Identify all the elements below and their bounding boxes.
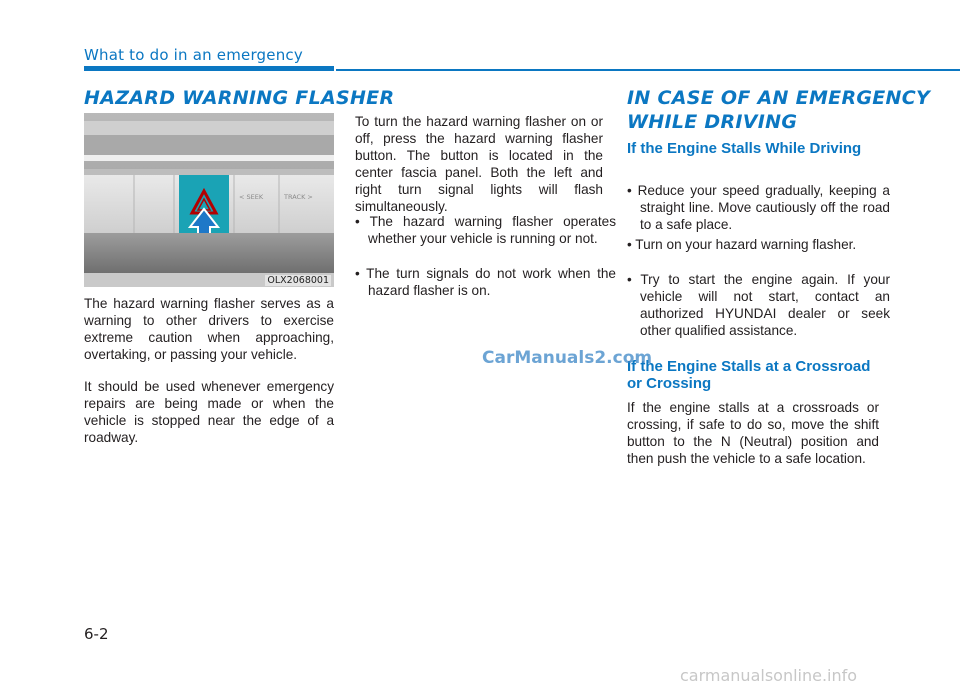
center-fascia-illustration xyxy=(84,113,334,287)
bullet-item: • The turn signals do not work when the hazard flasher is on. xyxy=(355,266,616,298)
page-number: 6-2 xyxy=(84,625,109,643)
hazard-button-photo xyxy=(84,113,334,287)
bullet-item: • Turn on your hazard warning flasher. xyxy=(627,237,857,252)
paragraph-hazard-operation: To turn the hazard warning flasher on or off, press the hazard warning flasher button. The button is located in the center fascia panel. Both the left and right turn signal lights will flash simultaneously. xyxy=(355,114,603,214)
header-rule xyxy=(336,69,960,71)
subheading-stalls-driving: If the Engine Stalls While Driving xyxy=(627,140,862,157)
section-heading-hazard: HAZARD WARNING FLASHER xyxy=(84,87,395,109)
subheading-stalls-crossroad: If the Engine Stalls at a Crossroad or Crossing xyxy=(627,358,871,392)
bullet-item: • The hazard warning flasher operates whether your vehicle is running or not. xyxy=(355,214,617,246)
image-code: OLX2068001 xyxy=(267,275,329,286)
paragraph-hazard-usage: It should be used whenever emergency repairs are being made or when the vehicle is stopped near the edge of a roadway. xyxy=(84,379,334,445)
chapter-title: What to do in an emergency xyxy=(84,46,303,64)
seek-label: < SEEK xyxy=(239,193,264,201)
footer-site: carmanualsonline.info xyxy=(680,666,858,685)
track-label: TRACK > xyxy=(284,193,313,201)
paragraph-crossroad: If the engine stalls at a crossroads or crossing, if safe to do so, move the shift button to the N (Neutral) position and then push the vehicle to a safe location. xyxy=(627,400,879,466)
bullet-item: • Try to start the engine again. If your vehicle will not start, contact an authorized HYUNDAI dealer or seek other qualified assistance. xyxy=(627,272,890,338)
paragraph-hazard-purpose: The hazard warning flasher serves as a warning to other drivers to exercise extreme caution when approaching, overtaking, or passing your vehicle. xyxy=(84,296,334,362)
bullet-item: • Reduce your speed gradually, keeping a straight line. Move cautiously off the road to a safe place. xyxy=(627,183,890,232)
watermark: CarManuals2.com xyxy=(482,348,653,368)
section-heading-emergency-line2: WHILE DRIVING xyxy=(627,111,798,133)
header-bar xyxy=(84,66,334,71)
section-heading-emergency-line1: IN CASE OF AN EMERGENCY xyxy=(627,87,931,109)
